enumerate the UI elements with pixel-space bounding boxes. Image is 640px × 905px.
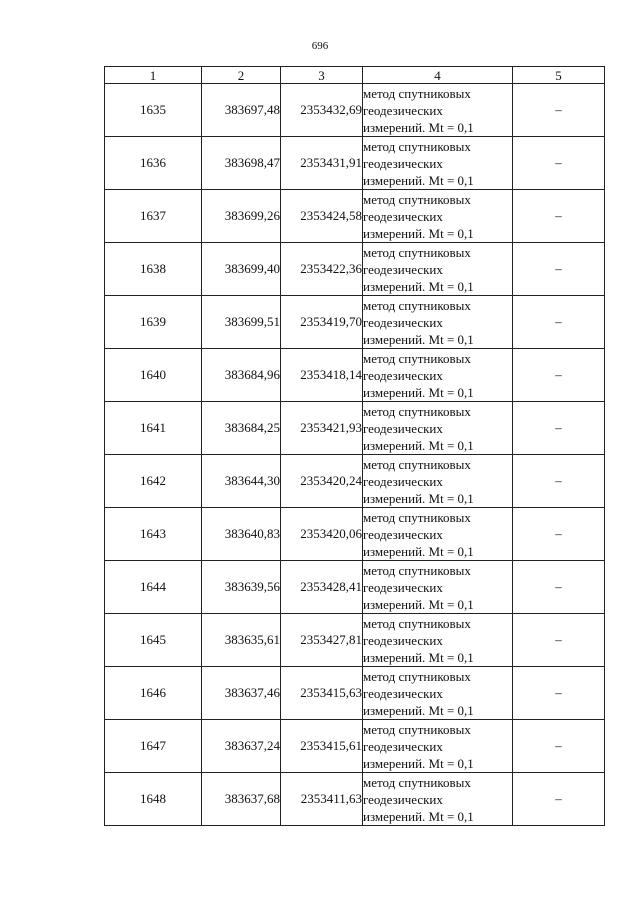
method-line: метод спутниковых xyxy=(363,721,471,737)
table-body xyxy=(105,84,605,826)
note-cell: – xyxy=(513,455,605,508)
note-cell: – xyxy=(513,349,605,402)
method-line: геодезических xyxy=(363,685,443,701)
table-row xyxy=(105,773,605,826)
point-number-cell: 1636 xyxy=(105,137,202,190)
point-number-cell: 1642 xyxy=(105,455,202,508)
point-number-cell: 1646 xyxy=(105,667,202,720)
method-line: геодезических xyxy=(363,473,443,489)
note-cell: – xyxy=(513,720,605,773)
method-cell xyxy=(363,508,513,561)
table-header-row xyxy=(105,67,605,84)
column-header-3: 3 xyxy=(281,67,363,84)
y-coordinate-cell: 2353432,69 xyxy=(281,84,363,137)
note-cell: – xyxy=(513,614,605,667)
method-line: геодезических xyxy=(363,526,443,542)
method-line: метод спутниковых xyxy=(363,191,471,207)
y-coordinate-cell: 2353420,06 xyxy=(281,508,363,561)
method-cell xyxy=(363,296,513,349)
method-line: метод спутниковых xyxy=(363,456,471,472)
method-line: измерений. Mt = 0,1 xyxy=(363,172,474,188)
point-number-cell: 1639 xyxy=(105,296,202,349)
method-line: метод спутниковых xyxy=(363,562,471,578)
point-number-cell: 1637 xyxy=(105,190,202,243)
x-coordinate-cell: 383637,68 xyxy=(202,773,281,826)
note-cell: – xyxy=(513,561,605,614)
point-number-cell: 1635 xyxy=(105,84,202,137)
page-number: 696 xyxy=(311,40,329,52)
method-line: геодезических xyxy=(363,261,443,277)
note-cell: – xyxy=(513,402,605,455)
point-number-cell: 1647 xyxy=(105,720,202,773)
y-coordinate-cell: 2353421,93 xyxy=(281,402,363,455)
column-header-5: 5 xyxy=(513,67,605,84)
y-coordinate-cell: 2353419,70 xyxy=(281,296,363,349)
y-coordinate-cell: 2353424,58 xyxy=(281,190,363,243)
x-coordinate-cell: 383639,56 xyxy=(202,561,281,614)
x-coordinate-cell: 383698,47 xyxy=(202,137,281,190)
method-line: метод спутниковых xyxy=(363,244,471,260)
y-coordinate-cell: 2353427,81 xyxy=(281,614,363,667)
note-cell: – xyxy=(513,243,605,296)
column-header-4: 4 xyxy=(363,67,513,84)
method-line: измерений. Mt = 0,1 xyxy=(363,702,474,718)
method-line: геодезических xyxy=(363,632,443,648)
method-line: измерений. Mt = 0,1 xyxy=(363,490,474,506)
table-row xyxy=(105,455,605,508)
method-line: геодезических xyxy=(363,314,443,330)
note-cell: – xyxy=(513,296,605,349)
method-cell xyxy=(363,667,513,720)
table-row xyxy=(105,402,605,455)
method-line: измерений. Mt = 0,1 xyxy=(363,543,474,559)
y-coordinate-cell: 2353422,36 xyxy=(281,243,363,296)
method-line: измерений. Mt = 0,1 xyxy=(363,596,474,612)
method-cell xyxy=(363,349,513,402)
y-coordinate-cell: 2353418,14 xyxy=(281,349,363,402)
note-cell: – xyxy=(513,667,605,720)
method-line: метод спутниковых xyxy=(363,668,471,684)
x-coordinate-cell: 383699,26 xyxy=(202,190,281,243)
method-line: геодезических xyxy=(363,738,443,754)
method-line: геодезических xyxy=(363,420,443,436)
method-line: геодезических xyxy=(363,102,443,118)
x-coordinate-cell: 383644,30 xyxy=(202,455,281,508)
point-number-cell: 1648 xyxy=(105,773,202,826)
y-coordinate-cell: 2353415,63 xyxy=(281,667,363,720)
method-line: метод спутниковых xyxy=(363,138,471,154)
point-number-cell: 1644 xyxy=(105,561,202,614)
method-line: геодезических xyxy=(363,208,443,224)
method-line: метод спутниковых xyxy=(363,350,471,366)
y-coordinate-cell: 2353411,63 xyxy=(281,773,363,826)
method-cell xyxy=(363,137,513,190)
point-number-cell: 1643 xyxy=(105,508,202,561)
table-row xyxy=(105,349,605,402)
x-coordinate-cell: 383697,48 xyxy=(202,84,281,137)
point-number-cell: 1645 xyxy=(105,614,202,667)
table-row xyxy=(105,296,605,349)
y-coordinate-cell: 2353415,61 xyxy=(281,720,363,773)
method-line: метод спутниковых xyxy=(363,615,471,631)
point-number-cell: 1640 xyxy=(105,349,202,402)
table-row xyxy=(105,561,605,614)
table-row xyxy=(105,190,605,243)
method-line: метод спутниковых xyxy=(363,774,471,790)
method-line: измерений. Mt = 0,1 xyxy=(363,119,474,135)
note-cell: – xyxy=(513,137,605,190)
method-line: метод спутниковых xyxy=(363,509,471,525)
method-line: измерений. Mt = 0,1 xyxy=(363,808,474,824)
x-coordinate-cell: 383637,46 xyxy=(202,667,281,720)
table-row xyxy=(105,137,605,190)
x-coordinate-cell: 383637,24 xyxy=(202,720,281,773)
table-row xyxy=(105,720,605,773)
method-line: измерений. Mt = 0,1 xyxy=(363,437,474,453)
method-line: измерений. Mt = 0,1 xyxy=(363,649,474,665)
table-row xyxy=(105,243,605,296)
x-coordinate-cell: 383684,96 xyxy=(202,349,281,402)
table-row xyxy=(105,614,605,667)
column-header-2: 2 xyxy=(202,67,281,84)
coordinates-table xyxy=(104,66,605,826)
method-line: геодезических xyxy=(363,579,443,595)
table-row xyxy=(105,84,605,137)
point-number-cell: 1638 xyxy=(105,243,202,296)
method-cell xyxy=(363,402,513,455)
method-cell xyxy=(363,614,513,667)
y-coordinate-cell: 2353420,24 xyxy=(281,455,363,508)
method-cell xyxy=(363,84,513,137)
x-coordinate-cell: 383684,25 xyxy=(202,402,281,455)
method-line: измерений. Mt = 0,1 xyxy=(363,331,474,347)
x-coordinate-cell: 383635,61 xyxy=(202,614,281,667)
method-cell xyxy=(363,561,513,614)
column-header-1: 1 xyxy=(105,67,202,84)
note-cell: – xyxy=(513,773,605,826)
method-line: измерений. Mt = 0,1 xyxy=(363,225,474,241)
y-coordinate-cell: 2353431,91 xyxy=(281,137,363,190)
y-coordinate-cell: 2353428,41 xyxy=(281,561,363,614)
method-line: геодезических xyxy=(363,791,443,807)
method-cell xyxy=(363,243,513,296)
method-cell xyxy=(363,190,513,243)
x-coordinate-cell: 383699,51 xyxy=(202,296,281,349)
method-line: метод спутниковых xyxy=(363,85,471,101)
note-cell: – xyxy=(513,508,605,561)
method-line: геодезических xyxy=(363,155,443,171)
method-line: измерений. Mt = 0,1 xyxy=(363,755,474,771)
method-line: метод спутниковых xyxy=(363,297,471,313)
note-cell: – xyxy=(513,84,605,137)
table-row xyxy=(105,667,605,720)
table-row xyxy=(105,508,605,561)
x-coordinate-cell: 383699,40 xyxy=(202,243,281,296)
method-line: измерений. Mt = 0,1 xyxy=(363,278,474,294)
method-cell xyxy=(363,773,513,826)
method-cell xyxy=(363,720,513,773)
note-cell: – xyxy=(513,190,605,243)
method-line: геодезических xyxy=(363,367,443,383)
method-line: метод спутниковых xyxy=(363,403,471,419)
x-coordinate-cell: 383640,83 xyxy=(202,508,281,561)
method-cell xyxy=(363,455,513,508)
point-number-cell: 1641 xyxy=(105,402,202,455)
method-line: измерений. Mt = 0,1 xyxy=(363,384,474,400)
